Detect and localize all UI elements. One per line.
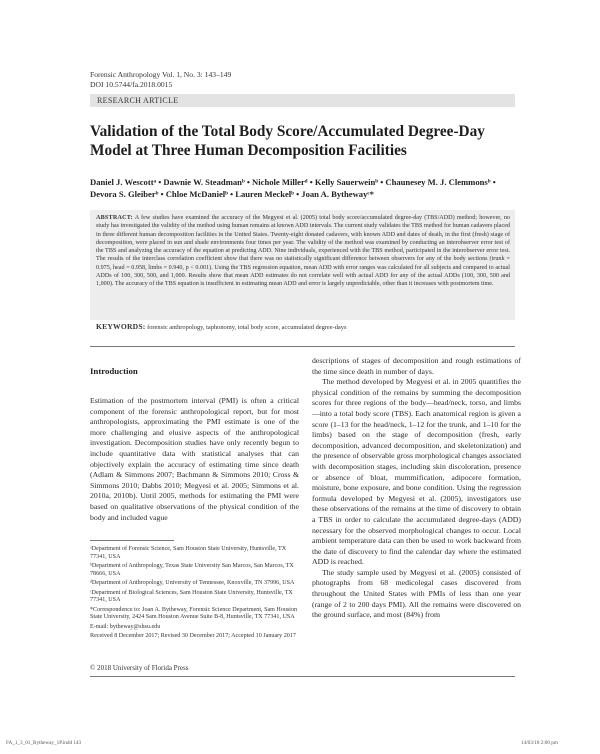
left-column xyxy=(90,396,299,523)
right-paragraph-3: The study sample used by Megyesi et al. (2005) consisted of photographs from 68 medicolegal cases discovered from throughout the United States with PMIs of less than one year (range of 2 to 200 days PMI). All the remains were discovered on the ground surface, and most (84%) from xyxy=(312,567,521,620)
right-paragraph-2: The method developed by Megyesi et al. in 2005 quantifies the physical condition of the remains by summing the decomposition scores for three regions of the body—head/neck, torso, and limbs—into a total body score (TBS). Each anatomical region is given a score (1–13 for the head/neck, 1–12 for the trunk, and 1–10 for the limbs) based on the stage of decomposition (fresh, early decomposition, advanced decomposition, and skeletonization) and the presence of observable gross morphological changes associated with decomposition stages, including skin discoloration, presence or absence of bloat, mummification, adipocere formation, moisture, bone exposure, and bone condition. Using the regression formula developed by Megyesi et al. (2005), investigators use these observations of the remains at the time of discovery to obtain a TBS in order to calculate the accumulated degree-days (ADD) necessary for the observed morphological changes to occur. Local ambient temperature data can then be used to work backward from the date of discovery to find the calendar day where the estimated ADD is reached. xyxy=(312,377,521,567)
right-paragraph-1: descriptions of stages of decomposition and rough estimations of the time since death in number of days. xyxy=(312,356,521,376)
section-label: RESEARCH ARTICLE xyxy=(97,96,179,105)
abstract-text: A few studies have examined the accuracy of the Megyesi et al. (2005) total body score/accumulated degree-day (TBS/ADD) method; however, no study has investigated the validity of the method using human remains at known ADD intervals. The current study validates the TBS method for human cadavers placed in three different human decomposition facilities in the United States. Twenty-eight donated cadavers, with known ADD and dates of death, in the first (fresh) stage of decomposition, were placed in sun and shade environments four times per year. The validity of the method was examined by conducting an interobserver error test of the TBS and analyzing the accuracy of the equation at predicting ADD. Nine individuals, experienced with the TBS method, participated in the interobserver error test. The results of the interclass correlation coefficient show that there was no statistically significant difference between observers for any of the body sections (trunk = 0.975, head = 0.958, limbs = 0.940, p < 0.001). Using the TBS regression equation, mean ADD with error ranges was calculated for all subjects and compared to actual ADDs of 100, 300, 500, and 1,000. Results show that mean ADD estimates do not correlate well with actual ADD for any of the actual ADDs (100, 300, 500 and 1,000). The accuracy of the TBS equation is insufficient in estimating mean ADD and error is largely unpredictable, other than it increases with postmortem time. xyxy=(96,215,510,287)
author-line-1: Daniel J. Wescottᵃ • Dawnie W. Steadmanᵇ • Nichole Millerᵈ • Kelly Sauerweinᵇ • Chaunesey M. J. Clemmonsᵇ • xyxy=(90,177,496,187)
footnotes xyxy=(90,546,300,643)
footnote-a: ᵃDepartment of Forensic Science, Sam Houston State University, Huntsville, TX 77341, USA xyxy=(90,546,287,560)
doi-line: DOI 10.5744/fa.2018.0015 xyxy=(90,79,173,89)
author-line-2: Devora S. Gleiberᵇ • Chloe McDanielᵇ • Lauren Meckelᵇ • Joan A. Bythewayᶜ* xyxy=(90,189,374,199)
intro-heading: Introduction xyxy=(90,366,138,376)
article-title: Validation of the Total Body Score/Accumulated Degree-Day Model at Three Human Decomposition Facilities xyxy=(90,123,485,159)
print-slug-right: 14/03/18 2:00 pm xyxy=(521,740,558,746)
journal-volume-line: Forensic Anthropology Vol. 1, No. 3: 143–149 xyxy=(90,70,232,79)
copyright: © 2018 University of Florida Press xyxy=(90,664,189,672)
footnote-email: E-mail: bytheway@shsu.edu xyxy=(90,623,161,630)
author-list xyxy=(90,176,520,200)
footnote-d: ᵈDepartment of Anthropology, University of Tennessee, Knoxville, TN 37996, USA xyxy=(90,580,295,586)
keywords-text: forensic anthropology, taphonomy, total body score, accumulated degree-days xyxy=(147,324,347,331)
keywords-label: KEYWORDS: xyxy=(96,322,146,331)
abstract-label: ABSTRACT: xyxy=(96,215,133,221)
footnote-b: ᵇDepartment of Anthropology, Texas State University San Marcos, San Marcos, TX 78666, USA xyxy=(90,563,294,577)
footnote-dates: Received 8 December 2017; Revised 30 December 2017; Accepted 10 January 2017 xyxy=(90,633,296,639)
footnote-divider xyxy=(90,540,174,541)
right-column xyxy=(312,356,521,621)
print-slug-left: FA_1_3_01_Bytheway_1P.indd 143 xyxy=(6,740,82,746)
footnote-c: ᶜDepartment of Biological Sciences, Sam Houston State University, Huntsville, TX 77341, USA xyxy=(90,589,293,603)
divider-bottom xyxy=(90,676,515,677)
journal-citation xyxy=(90,70,231,89)
footnote-correspondence: *Correspondence to: Joan A. Bytheway, Forensic Science Department, Sam Houston State University, 2424 Sam Houston Avenue Suite B-8, Huntsville, TX 77341, USA xyxy=(90,606,298,620)
abstract xyxy=(96,214,510,288)
divider-top xyxy=(90,346,515,347)
keywords xyxy=(96,322,510,331)
intro-paragraph: Estimation of the postmortem interval (PMI) is often a critical component of the forensic anthropological report, but for most anthropologists, approximating the PMI estimate is one of the more challenging and elusive aspects of the anthropological investigation. Decomposition studies have only recently begun to include quantitative data with statistical analyses that can objectively explain the accuracy of estimating time since death (Adlam & Simmons 2007; Bachmann & Simmons 2010; Cross & Simmons 2010; Dabbs 2010; Megyesi et al. 2005; Simmons et al. 2010a, 2010b). Until 2005, methods for estimating the PMI were based on qualitative observations of the physical condition of the body and included vague xyxy=(90,396,299,522)
